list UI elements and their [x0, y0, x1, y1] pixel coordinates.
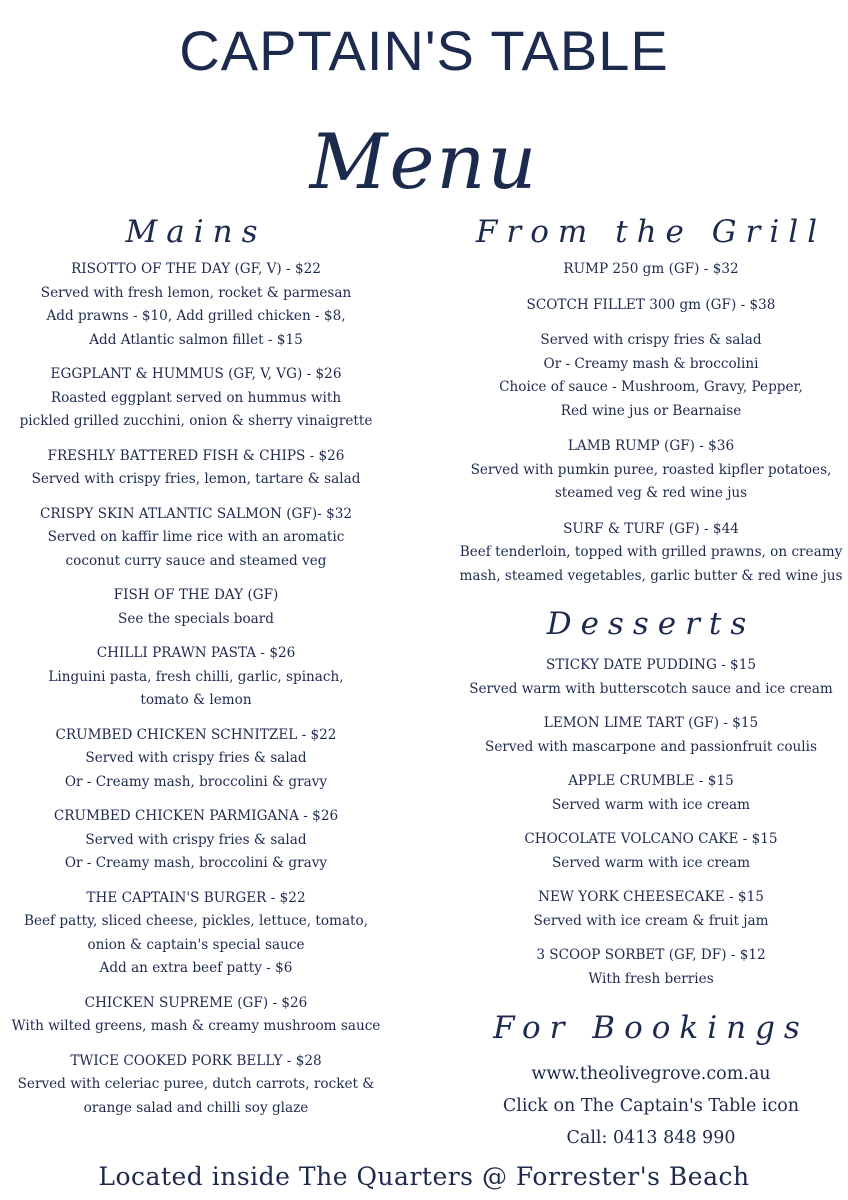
- item-description-line: steamed veg & red wine jus: [554, 485, 748, 501]
- grill-item: [444, 294, 848, 318]
- mains-item: [0, 805, 392, 876]
- mains-item: [0, 503, 392, 574]
- item-description-line: Served with crispy fries & salad: [85, 831, 307, 848]
- item-description-line: Add prawns - $10, Add grilled chicken - $8,: [46, 308, 346, 324]
- desserts-item: [444, 654, 848, 701]
- item-title: FISH OF THE DAY (GF): [113, 587, 279, 603]
- item-description-line: Served with crispy fries & salad: [85, 750, 307, 766]
- item-description-line: Served warm with butterscotch sauce and ice cream: [469, 680, 833, 697]
- grill-list: [444, 258, 848, 588]
- item-title: CHICKEN SUPREME (GF) - $26: [84, 994, 308, 1011]
- item-description-line: Or - Creamy mash, broccolini & gravy: [64, 855, 328, 871]
- desserts-item: [444, 770, 848, 817]
- item-description-line: Add an extra beef patty - $6: [99, 960, 293, 976]
- mains-list: [0, 258, 392, 1120]
- item-description-line: pickled grilled zucchini, onion & sherry vinaigrette: [19, 413, 373, 429]
- grill-heading: From the Grill: [475, 214, 827, 250]
- item-title: CRUMBED CHICKEN SCHNITZEL - $22: [55, 726, 337, 743]
- item-description-line: Served with pumkin puree, roasted kipfler potatoes,: [470, 461, 832, 478]
- mains-item: [0, 363, 392, 434]
- mains-item: [0, 445, 392, 492]
- item-title: THE CAPTAIN'S BURGER - $22: [86, 889, 306, 906]
- item-description-line: Beef patty, sliced cheese, pickles, lettuce, tomato,: [23, 913, 369, 929]
- bookings-section: [444, 1008, 848, 1154]
- item-description-line: With wilted greens, mash & creamy mushroom sauce: [11, 1018, 381, 1034]
- item-title: RUMP 250 gm (GF) - $32: [563, 261, 739, 277]
- item-description-line: Choice of sauce - Mushroom, Gravy, Pepper,: [499, 379, 803, 395]
- desserts-item: [444, 944, 848, 991]
- item-title: LAMB RUMP (GF) - $36: [567, 438, 735, 454]
- mains-heading: Mains: [125, 214, 267, 250]
- item-description-line: Or - Creamy mash & broccolini: [543, 355, 759, 372]
- bookings-phone[interactable]: Call: 0413 848 990: [566, 1128, 736, 1148]
- item-description-line: coconut curry sauce and steamed veg: [65, 552, 327, 569]
- item-title: STICKY DATE PUDDING - $15: [546, 657, 756, 673]
- mains-item: [0, 1050, 392, 1121]
- item-description-line: Or - Creamy mash, broccolini & gravy: [64, 773, 328, 790]
- item-description-line: Served with crispy fries, lemon, tartare & salad: [31, 471, 361, 487]
- item-title: CRUMBED CHICKEN PARMIGANA - $26: [53, 808, 339, 824]
- mains-item: [0, 724, 392, 795]
- item-description-line: Served on kaffir lime rice with an aromatic: [47, 529, 345, 545]
- item-description-line: See the specials board: [118, 610, 274, 627]
- item-title: RISOTTO OF THE DAY (GF, V) - $22: [71, 261, 321, 277]
- item-description-line: tomato & lemon: [140, 692, 252, 708]
- desserts-heading: Desserts: [546, 606, 756, 642]
- item-description-line: Linguini pasta, fresh chilli, garlic, spinach,: [48, 668, 344, 685]
- grill-item: [444, 518, 848, 589]
- item-description-line: Served with celeriac puree, dutch carrots, rocket &: [17, 1076, 375, 1092]
- grill-column: [444, 212, 848, 588]
- item-description-line: Served with mascarpone and passionfruit coulis: [485, 738, 817, 755]
- mains-item: [0, 887, 392, 981]
- item-description-line: Served with crispy fries & salad: [540, 332, 762, 348]
- desserts-item: [444, 886, 848, 933]
- item-title: SCOTCH FILLET 300 gm (GF) - $38: [526, 296, 776, 313]
- item-title: 3 SCOOP SORBET (GF, DF) - $12: [536, 947, 766, 963]
- item-description-line: Add Atlantic salmon fillet - $15: [89, 331, 303, 348]
- mains-item: [0, 642, 392, 713]
- item-title: SURF & TURF (GF) - $44: [563, 520, 739, 537]
- item-title: NEW YORK CHEESECAKE - $15: [538, 889, 764, 905]
- item-title: APPLE CRUMBLE - $15: [568, 773, 734, 789]
- item-description-line: orange salad and chilli soy glaze: [83, 1099, 309, 1116]
- item-description-line: With fresh berries: [588, 970, 714, 987]
- desserts-item: [444, 828, 848, 875]
- item-description-line: onion & captain's special sauce: [87, 936, 305, 953]
- mains-item: [0, 258, 392, 352]
- item-title: CHOCOLATE VOLCANO CAKE - $15: [524, 831, 778, 847]
- item-description-line: Served warm with ice cream: [551, 854, 751, 871]
- item-title: TWICE COOKED PORK BELLY - $28: [70, 1052, 322, 1069]
- bookings-instruction: Click on The Captain's Table icon: [502, 1096, 800, 1116]
- mains-item: [0, 992, 392, 1039]
- item-description-line: Red wine jus or Bearnaise: [560, 402, 742, 419]
- item-description-line: Served with fresh lemon, rocket & parmesan: [40, 284, 352, 301]
- item-description-line: Served warm with ice cream: [551, 796, 751, 813]
- grill-item: [444, 435, 848, 506]
- item-title: CRISPY SKIN ATLANTIC SALMON (GF)- $32: [39, 505, 353, 522]
- item-description-line: Beef tenderloin, topped with grilled prawns, on creamy: [459, 544, 843, 560]
- item-title: LEMON LIME TART (GF) - $15: [543, 715, 759, 731]
- item-title: EGGPLANT & HUMMUS (GF, V, VG) - $26: [50, 366, 342, 382]
- item-title: FRESHLY BATTERED FISH & CHIPS - $26: [47, 447, 345, 464]
- item-title: CHILLI PRAWN PASTA - $26: [96, 645, 296, 661]
- grill-item: [444, 258, 848, 282]
- desserts-item: [444, 712, 848, 759]
- grill-item: [444, 329, 848, 423]
- location-footer: Located inside The Quarters @ Forrester's Beach: [98, 1162, 750, 1191]
- restaurant-title: CAPTAIN'S TABLE: [179, 19, 669, 82]
- menu-script-title: Menu: [309, 117, 539, 206]
- item-description-line: Served with ice cream & fruit jam: [533, 912, 769, 929]
- bookings-heading: For Bookings: [493, 1010, 809, 1046]
- item-description-line: Roasted eggplant served on hummus with: [50, 389, 342, 406]
- desserts-section: [444, 604, 848, 991]
- mains-item: [0, 584, 392, 631]
- mains-column: [0, 212, 392, 1120]
- desserts-list: [444, 654, 848, 991]
- bookings-website-link[interactable]: www.theolivegrove.com.au: [531, 1064, 771, 1084]
- item-description-line: mash, steamed vegetables, garlic butter & red wine jus: [459, 567, 843, 584]
